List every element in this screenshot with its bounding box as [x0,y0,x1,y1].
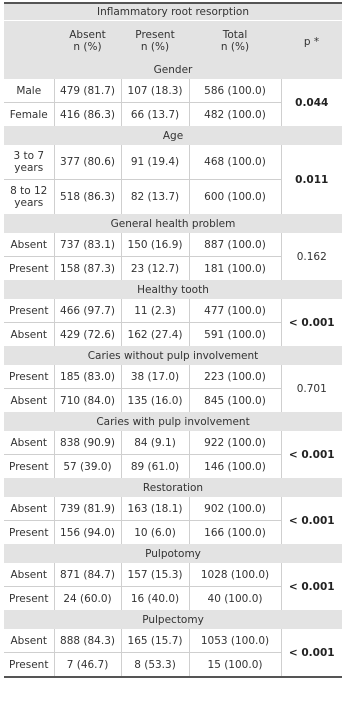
cell-total: 166 (100.0) [189,521,281,545]
table-row [4,79,342,103]
row-label: Male [4,79,54,103]
p-value: < 0.001 [288,514,335,527]
cell-absent: 24 (60.0) [54,587,121,611]
row-label: Present [4,455,54,479]
row-label: Absent [4,431,54,455]
cell-present: 91 (19.4) [121,145,189,180]
row-label: Absent [4,629,54,653]
group-header-row [4,544,342,563]
group-header-row [4,126,342,145]
row-label: Absent [4,563,54,587]
p-value: 0.162 [296,250,327,263]
cell-total: 1028 (100.0) [189,563,281,587]
table-row [4,629,342,653]
cell-absent: 7 (46.7) [54,653,121,678]
cell-present: 150 (16.9) [121,233,189,257]
table-row [4,145,342,180]
group-name: Pulpectomy [4,610,342,629]
row-label: Present [4,521,54,545]
cell-present: 66 (13.7) [121,103,189,127]
resorption-table [4,2,342,678]
p-value: < 0.001 [281,629,342,677]
cell-present: 16 (40.0) [121,587,189,611]
table-row [4,365,342,389]
row-label: 8 to 12 years [4,180,54,215]
cell-present: 38 (17.0) [121,365,189,389]
cell-absent: 710 (84.0) [54,389,121,413]
group-name: Pulpotomy [4,544,342,563]
group-name: Gender [4,60,342,79]
group-header-row [4,478,342,497]
cell-total: 468 (100.0) [189,145,281,180]
row-label: Female [4,103,54,127]
group-header-row [4,412,342,431]
row-label: Present [4,257,54,281]
cell-total: 1053 (100.0) [189,629,281,653]
cell-absent: 416 (86.3) [54,103,121,127]
header-present-label: Present [135,28,175,41]
cell-present: 11 (2.3) [121,299,189,323]
row-label: 3 to 7 years [4,145,54,180]
table-row [4,299,342,323]
cell-total: 181 (100.0) [189,257,281,281]
header-p-value: p * [281,21,342,61]
header-total-label: Total [222,28,248,41]
cell-absent: 57 (39.0) [54,455,121,479]
cell-absent: 377 (80.6) [54,145,121,180]
table-title: Inflammatory root resorption [4,3,342,21]
row-label: Present [4,587,54,611]
p-value: < 0.001 [288,580,335,593]
table-row [4,431,342,455]
cell-absent: 156 (94.0) [54,521,121,545]
group-name: Healthy tooth [4,280,342,299]
table-title-row [4,3,342,21]
cell-total: 586 (100.0) [189,79,281,103]
group-name: Caries without pulp involvement [4,346,342,365]
cell-present: 163 (18.1) [121,497,189,521]
cell-absent: 518 (86.3) [54,180,121,215]
cell-present: 82 (13.7) [121,180,189,215]
cell-absent: 429 (72.6) [54,323,121,347]
p-value: < 0.001 [288,316,335,329]
cell-total: 482 (100.0) [189,103,281,127]
cell-total: 591 (100.0) [189,323,281,347]
group-header-row [4,610,342,629]
row-label: Absent [4,323,54,347]
cell-absent: 479 (81.7) [54,79,121,103]
cell-total: 845 (100.0) [189,389,281,413]
header-absent [54,21,121,61]
cell-present: 8 (53.3) [121,653,189,678]
group-name: Caries with pulp involvement [4,412,342,431]
cell-absent: 158 (87.3) [54,257,121,281]
header-absent-unit: n (%) [73,40,102,53]
p-value: < 0.001 [288,448,335,461]
row-label: Absent [4,497,54,521]
cell-total: 922 (100.0) [189,431,281,455]
cell-absent: 871 (84.7) [54,563,121,587]
group-name: General health problem [4,214,342,233]
cell-total: 600 (100.0) [189,180,281,215]
group-header-row [4,60,342,79]
header-blank [4,21,54,61]
cell-present: 23 (12.7) [121,257,189,281]
p-value: 0.044 [295,96,329,109]
group-header-row [4,346,342,365]
cell-total: 146 (100.0) [189,455,281,479]
table-row [4,497,342,521]
row-label: Present [4,365,54,389]
cell-total: 887 (100.0) [189,233,281,257]
cell-total: 223 (100.0) [189,365,281,389]
group-name: Restoration [4,478,342,497]
cell-present: 107 (18.3) [121,79,189,103]
cell-present: 89 (61.0) [121,455,189,479]
group-name: Age [4,126,342,145]
cell-present: 165 (15.7) [121,629,189,653]
header-absent-label: Absent [69,28,106,41]
cell-present: 10 (6.0) [121,521,189,545]
group-header-row [4,214,342,233]
header-total [189,21,281,61]
cell-total: 902 (100.0) [189,497,281,521]
header-total-unit: n (%) [220,40,250,53]
cell-present: 157 (15.3) [121,563,189,587]
cell-present: 135 (16.0) [121,389,189,413]
cell-total: 477 (100.0) [189,299,281,323]
header-present-unit: n (%) [140,40,170,53]
cell-absent: 185 (83.0) [54,365,121,389]
table-row [4,563,342,587]
cell-absent: 739 (81.9) [54,497,121,521]
cell-present: 162 (27.4) [121,323,189,347]
cell-present: 84 (9.1) [121,431,189,455]
cell-absent: 888 (84.3) [54,629,121,653]
p-value: 0.701 [296,382,327,395]
group-header-row [4,280,342,299]
header-present [121,21,189,61]
cell-total: 40 (100.0) [189,587,281,611]
p-value: 0.011 [295,173,329,186]
row-label: Absent [4,389,54,413]
cell-total: 15 (100.0) [189,653,281,678]
cell-absent: 737 (83.1) [54,233,121,257]
table-row [4,233,342,257]
cell-absent: 838 (90.9) [54,431,121,455]
row-label: Present [4,653,54,678]
cell-absent: 466 (97.7) [54,299,121,323]
row-label: Absent [4,233,54,257]
column-header-row [4,21,342,61]
row-label: Present [4,299,54,323]
